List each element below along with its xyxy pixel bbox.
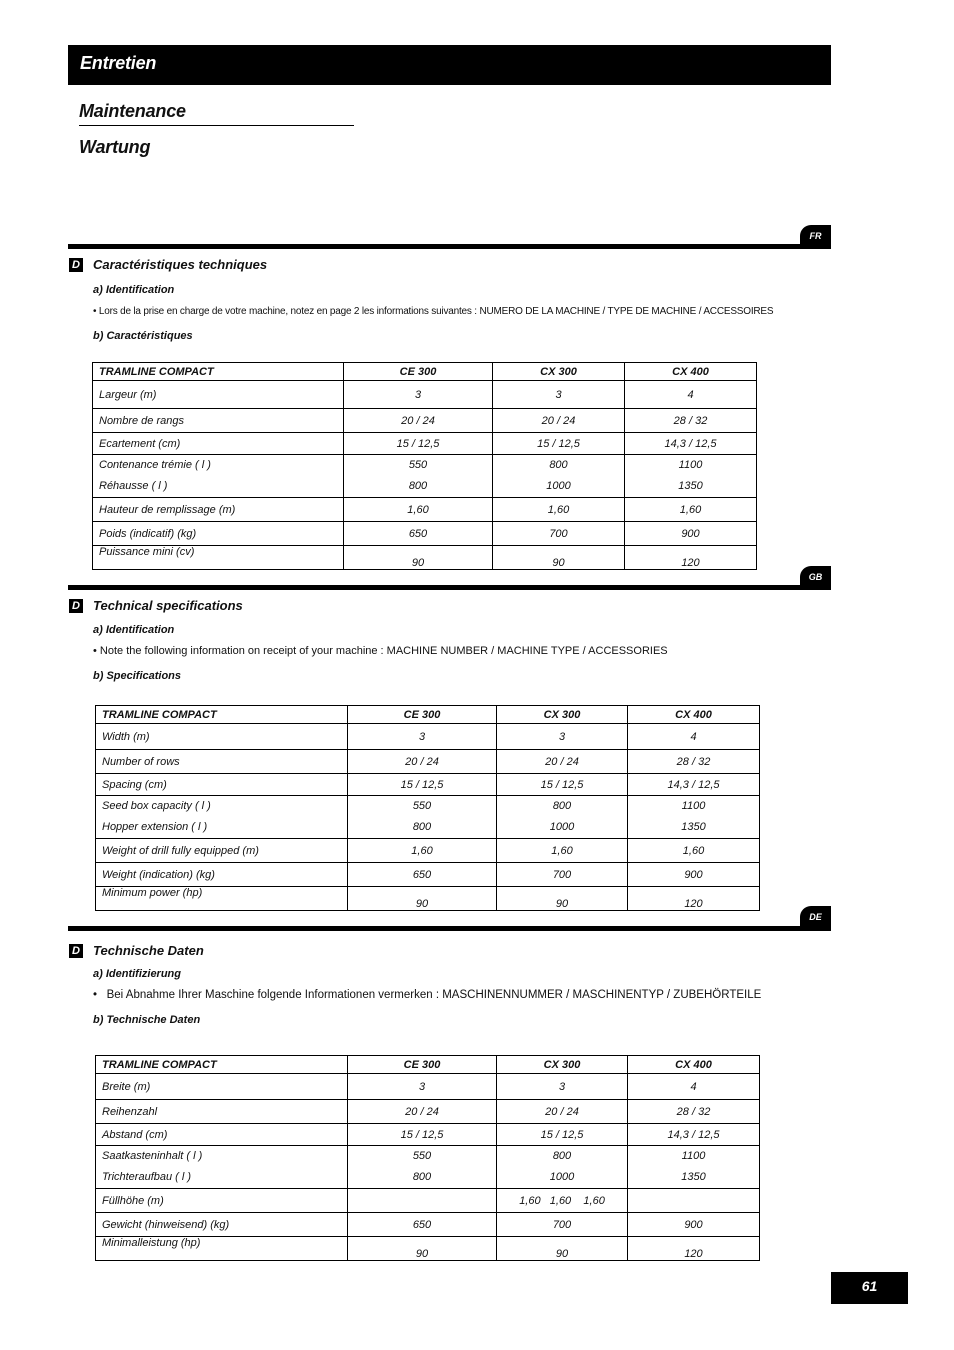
cell-value: 1100 — [681, 1150, 706, 1162]
cell-value: 800 — [549, 459, 568, 471]
cell-value: 800 — [552, 800, 572, 812]
section-divider-fr — [68, 244, 831, 249]
row-label: Ecartement (cm) — [93, 433, 344, 455]
cell-value: 28 / 32 — [628, 750, 760, 774]
cell-value: 20 / 24 — [348, 1100, 497, 1124]
table-row — [96, 1189, 760, 1213]
table-row — [96, 796, 760, 839]
spec-table-fr — [92, 362, 757, 570]
row-label: Trichteraufbau ( l ) — [102, 1171, 192, 1183]
row-label: Spacing (cm) — [96, 774, 348, 796]
row-label: Weight of drill fully equipped (m) — [96, 839, 348, 863]
chapter-header-bar — [68, 45, 831, 85]
table-header-row — [93, 363, 757, 381]
note-lead: • Bei Abnahme Ihrer Maschine folgende Informationen vermerken : — [93, 989, 443, 1001]
row-label: Nombre de rangs — [93, 409, 344, 433]
technical-data-heading-de: b) Technische Daten — [93, 1014, 201, 1026]
cell-value: 4 — [625, 381, 757, 409]
table-row — [96, 1237, 760, 1261]
table-row — [96, 863, 760, 887]
section-title-gb: Technical specifications — [93, 598, 243, 613]
cell-value: 3 — [348, 724, 497, 750]
cell-value: 3 — [344, 381, 493, 409]
header-cell: TRAMLINE COMPACT — [96, 706, 348, 724]
cell-value: 800 — [412, 1171, 432, 1183]
cell-value: 1,60 — [348, 839, 497, 863]
row-label: Width (m) — [96, 724, 348, 750]
note-caps: MACHINE NUMBER / MACHINE TYPE / ACCESSORIES — [386, 645, 668, 657]
cell-value: 550 — [412, 800, 432, 812]
table-row — [93, 498, 757, 522]
cell-value: 650 — [344, 522, 493, 546]
page-number: 61 — [831, 1272, 908, 1304]
table-row — [96, 750, 760, 774]
table-row — [96, 887, 760, 911]
header-cell: CX 300 — [497, 1056, 628, 1074]
cell-value: 900 — [628, 1213, 760, 1237]
cell-value: 1350 — [678, 480, 703, 492]
cell-value: 1000 — [549, 1171, 575, 1183]
section-title-fr: Caractéristiques techniques — [93, 257, 268, 272]
table-row — [93, 433, 757, 455]
cell-value: 1,60 — [497, 839, 628, 863]
header-cell: CX 400 — [625, 363, 757, 381]
cell-value: 20 / 24 — [493, 409, 625, 433]
cell-value: 15 / 12,5 — [497, 774, 628, 796]
cell-value: 90 — [348, 1237, 497, 1261]
table-header-row — [96, 1056, 760, 1074]
cell-value: 28 / 32 — [628, 1100, 760, 1124]
header-cell: TRAMLINE COMPACT — [96, 1056, 348, 1074]
cell-value: 15 / 12,5 — [493, 433, 625, 455]
cell-value: 1,60 — [344, 498, 493, 522]
identification-note-de — [93, 989, 761, 1001]
row-label: Réhausse ( l ) — [99, 480, 168, 492]
note-caps: MASCHINENNUMMER / MASCHINENTYP / ZUBEHÖRTEILE — [442, 989, 762, 1001]
section-marker-d-icon: D — [69, 944, 83, 958]
row-label: Poids (indicatif) (kg) — [93, 522, 344, 546]
cell-value: 1350 — [681, 821, 706, 833]
table-row — [93, 546, 757, 570]
cell-value: 700 — [497, 863, 628, 887]
cell-value: 90 — [497, 887, 628, 911]
lang-tab-gb: GB — [800, 566, 831, 588]
table-row — [96, 724, 760, 750]
cell-value: 14,3 / 12,5 — [625, 433, 757, 455]
identification-heading-de: a) Identifizierung — [93, 968, 181, 980]
cell-value: 1100 — [681, 800, 706, 812]
section-divider-de — [68, 926, 831, 931]
row-label: Hauteur de remplissage (m) — [93, 498, 344, 522]
identification-heading-fr: a) Identification — [93, 284, 175, 296]
cell-value: 4 — [628, 724, 760, 750]
section-marker-d-icon: D — [69, 258, 83, 272]
header-cell: CE 300 — [344, 363, 493, 381]
identification-heading-gb: a) Identification — [93, 624, 175, 636]
cell-value: 3 — [497, 724, 628, 750]
cell-value: 3 — [493, 381, 625, 409]
spec-table-gb — [95, 705, 760, 911]
cell-value: 550 — [408, 459, 428, 471]
cell-value: 700 — [497, 1213, 628, 1237]
row-label: Breite (m) — [96, 1074, 348, 1100]
spec-table-de — [95, 1055, 760, 1261]
cell-value: 550 — [412, 1150, 432, 1162]
cell-value: 1000 — [549, 821, 575, 833]
cell-value: 1100 — [678, 459, 703, 471]
chapter-subtitle-de: Wartung — [79, 137, 151, 157]
row-label: Saatkasteninhalt ( l ) — [102, 1150, 203, 1162]
cell-value: 1,60 — [625, 498, 757, 522]
table-row — [96, 1074, 760, 1100]
row-label: Seed box capacity ( l ) — [102, 800, 211, 812]
note-lead: • Lors de la prise en charge de votre machine, notez en page 2 les informations suivantes : — [93, 306, 480, 317]
cell-value: 90 — [348, 887, 497, 911]
cell-value: 900 — [625, 522, 757, 546]
cell-value: 120 — [628, 887, 760, 911]
cell-value: 800 — [412, 821, 432, 833]
cell-value: 20 / 24 — [348, 750, 497, 774]
cell-value: 90 — [497, 1237, 628, 1261]
cell-value: 15 / 12,5 — [348, 1124, 497, 1146]
cell-value: 20 / 24 — [497, 1100, 628, 1124]
table-row — [96, 774, 760, 796]
row-label: Abstand (cm) — [96, 1124, 348, 1146]
cell-value: 650 — [348, 863, 497, 887]
cell-value: 800 — [552, 1150, 572, 1162]
row-label: Contenance trémie ( l ) — [99, 459, 211, 471]
row-label: Minimum power (hp) — [96, 887, 348, 911]
table-row — [93, 455, 757, 498]
header-cell: TRAMLINE COMPACT — [93, 363, 344, 381]
cell-value: 15 / 12,5 — [348, 774, 497, 796]
cell-value: 20 / 24 — [344, 409, 493, 433]
specifications-heading-gb: b) Specifications — [93, 670, 182, 682]
header-cell: CX 400 — [628, 706, 760, 724]
subtitle-divider — [79, 125, 354, 126]
note-caps: NUMERO DE LA MACHINE / TYPE DE MACHINE / ACCESSOIRES — [479, 306, 774, 317]
lang-tab-fr: FR — [800, 225, 831, 247]
cell-value — [348, 1189, 497, 1213]
cell-value: 15 / 12,5 — [497, 1124, 628, 1146]
cell-value — [628, 1189, 760, 1213]
table-row — [96, 1100, 760, 1124]
cell-value: 28 / 32 — [625, 409, 757, 433]
cell-value: 90 — [493, 546, 625, 570]
cell-value: 15 / 12,5 — [344, 433, 493, 455]
cell-value: 1,60 — [628, 839, 760, 863]
cell-value: 1,60 1,60 1,60 — [497, 1189, 628, 1213]
header-cell: CX 300 — [493, 363, 625, 381]
cell-value: 800 — [408, 480, 428, 492]
row-label: Weight (indication) (kg) — [96, 863, 348, 887]
row-label: Puissance mini (cv) — [93, 546, 344, 570]
cell-value: 3 — [497, 1074, 628, 1100]
table-row — [93, 381, 757, 409]
table-row — [96, 1124, 760, 1146]
cell-value: 20 / 24 — [497, 750, 628, 774]
cell-value: 14,3 / 12,5 — [628, 1124, 760, 1146]
cell-value: 120 — [625, 546, 757, 570]
cell-value: 90 — [344, 546, 493, 570]
table-header-row — [96, 706, 760, 724]
cell-value: 900 — [628, 863, 760, 887]
table-row — [96, 839, 760, 863]
chapter-title: Entretien — [80, 53, 157, 73]
cell-value: 650 — [348, 1213, 497, 1237]
header-cell: CX 300 — [497, 706, 628, 724]
section-divider-gb — [68, 585, 831, 590]
table-row — [93, 522, 757, 546]
header-cell: CE 300 — [348, 1056, 497, 1074]
cell-value: 700 — [493, 522, 625, 546]
identification-note-fr — [93, 306, 773, 317]
row-label: Gewicht (hinweisend) (kg) — [96, 1213, 348, 1237]
table-row — [96, 1213, 760, 1237]
section-title-de: Technische Daten — [93, 943, 204, 958]
table-row — [96, 1146, 760, 1189]
row-label: Minimalleistung (hp) — [96, 1237, 348, 1261]
cell-value: 1350 — [681, 1171, 706, 1183]
row-label: Hopper extension ( l ) — [102, 821, 208, 833]
cell-value: 1000 — [546, 480, 571, 492]
chapter-subtitle-en: Maintenance — [79, 101, 186, 121]
row-label: Number of rows — [96, 750, 348, 774]
cell-value: 1,60 — [493, 498, 625, 522]
table-row — [93, 409, 757, 433]
identification-note-gb — [93, 645, 668, 657]
section-marker-d-icon: D — [69, 599, 83, 613]
note-lead: • Note the following information on receipt of your machine : — [93, 645, 387, 657]
cell-value: 14,3 / 12,5 — [628, 774, 760, 796]
row-label: Füllhöhe (m) — [96, 1189, 348, 1213]
row-label: Reihenzahl — [96, 1100, 348, 1124]
characteristics-heading-fr: b) Caractéristiques — [93, 330, 193, 342]
header-cell: CX 400 — [628, 1056, 760, 1074]
cell-value: 3 — [348, 1074, 497, 1100]
lang-tab-de: DE — [800, 906, 831, 928]
header-cell: CE 300 — [348, 706, 497, 724]
cell-value: 4 — [628, 1074, 760, 1100]
row-label: Largeur (m) — [93, 381, 344, 409]
cell-value: 120 — [628, 1237, 760, 1261]
